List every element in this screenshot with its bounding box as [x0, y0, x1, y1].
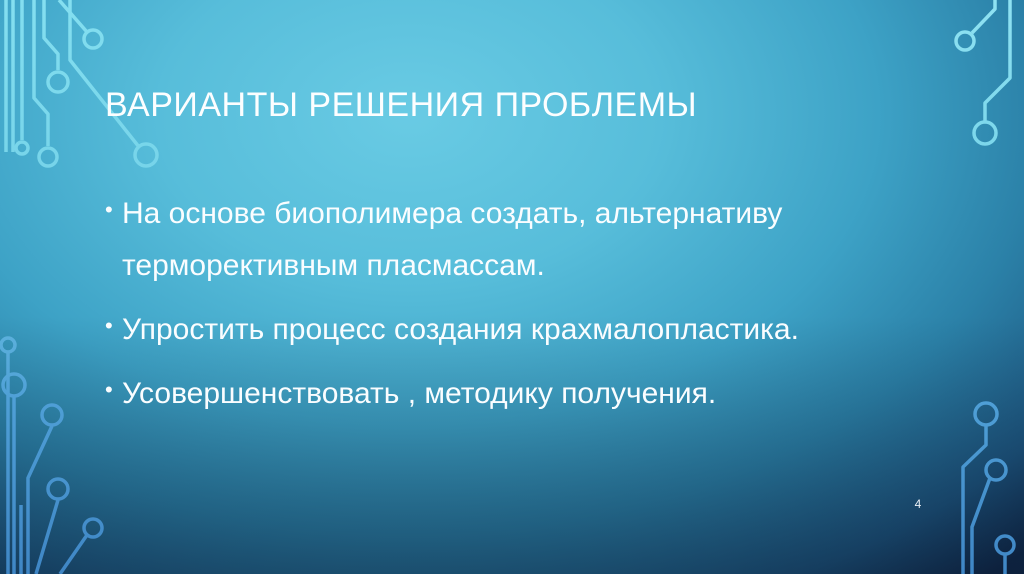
bullet-item: • На основе биополимера создать, альтернативу терморективным пласмассам.: [105, 184, 850, 292]
bullet-item: • Усовершенствовать , методику получения.: [105, 364, 850, 420]
circuit-decoration-right-icon: [844, 0, 1024, 574]
slide-title: ВАРИАНТЫ РЕШЕНИЯ ПРОБЛЕМЫ: [105, 86, 698, 124]
page-number: 4: [914, 497, 922, 511]
bullet-item: • Упростить процесс создания крахмалопластика.: [105, 300, 850, 356]
bullet-list: [105, 184, 850, 428]
